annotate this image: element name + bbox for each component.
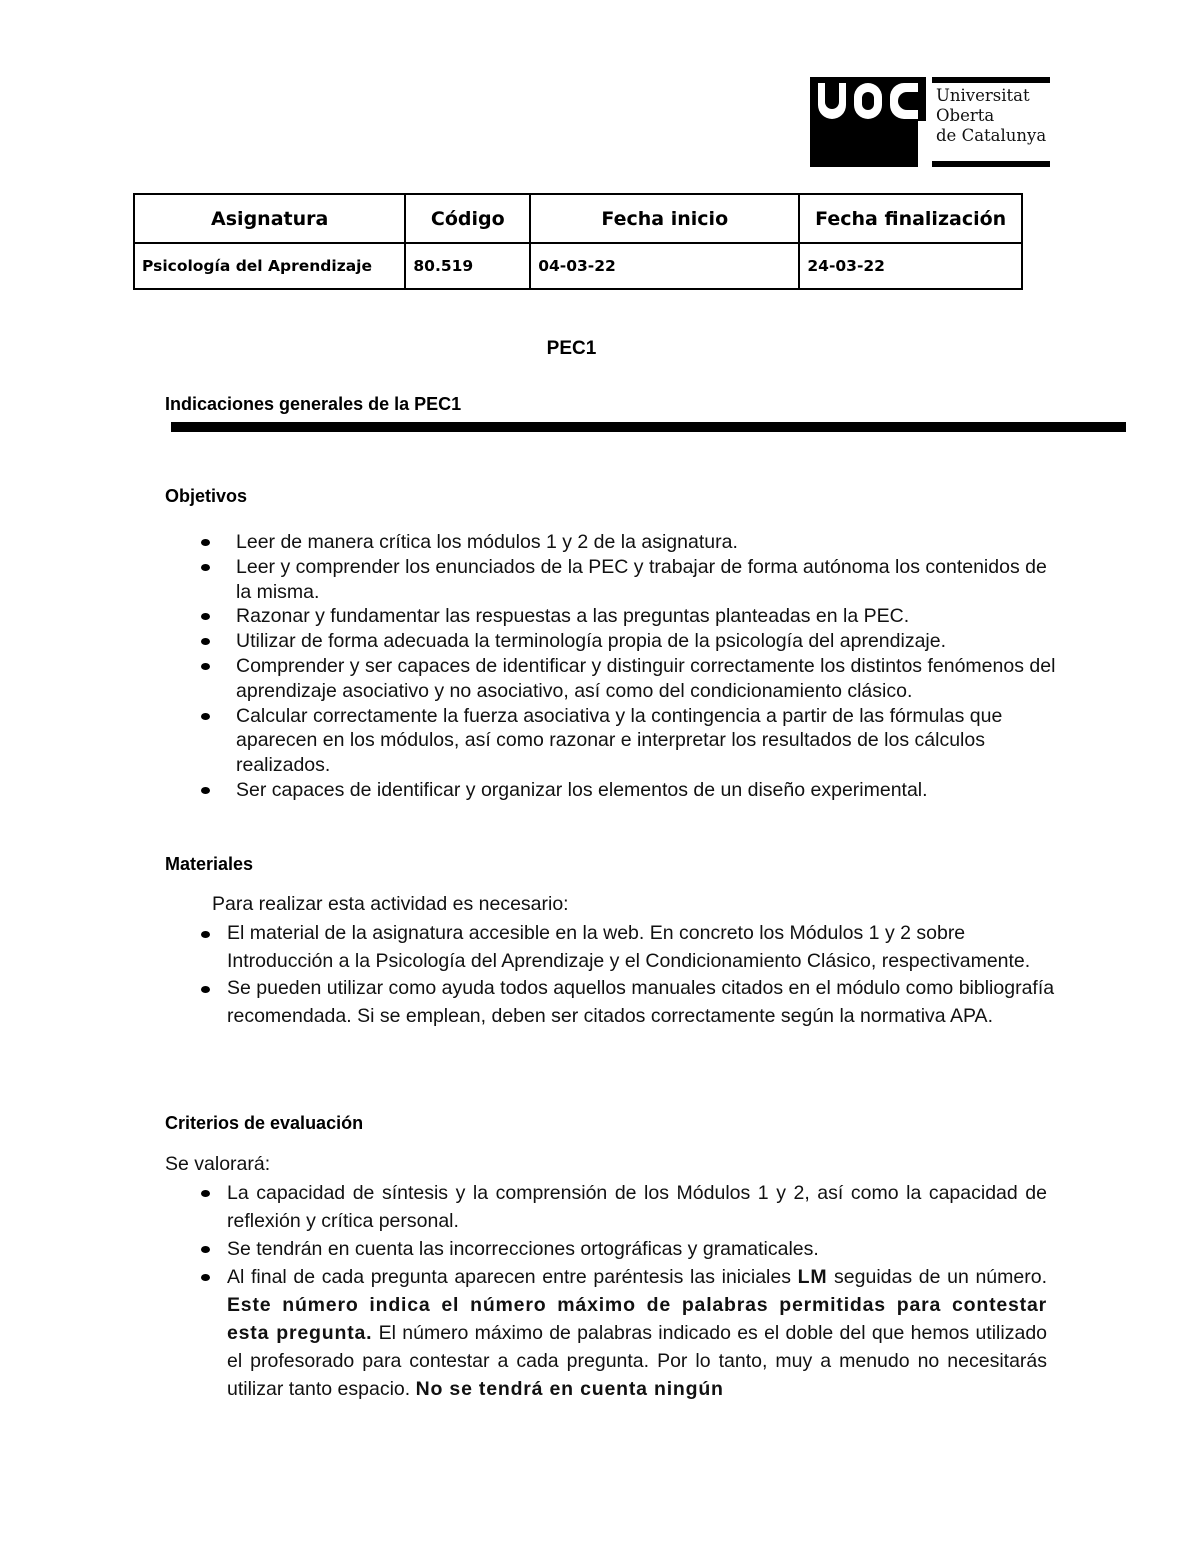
list-item: Se pueden utilizar como ayuda todos aquellos manuales citados en el módulo como bibliografía recomendada. Si se emplean, deben ser citados correctamente según la normativa APA. <box>227 975 1057 1030</box>
list-item: Calcular correctamente la fuerza asociativa y la contingencia a partir de las fórmulas que aparecen en los módulos, así como razonar e interpretar los resultados de los cálculos realizados. <box>236 704 1066 778</box>
criterio-bold-warning: No se tendrá en cuenta ningún <box>415 1378 724 1400</box>
table-row <box>134 243 1022 289</box>
criterio-text: seguidas de un número. <box>827 1266 1047 1288</box>
logo-wordmark <box>936 86 1046 146</box>
table-header-row <box>134 194 1022 243</box>
list-item: El material de la asignatura accesible en la web. En concreto los Módulos 1 y 2 sobre Introducción a la Psicología del Aprendizaje y el Condicionamiento Clásico, respectivamente. <box>227 920 1057 975</box>
materiales-intro: Para realizar esta actividad es necesario: <box>212 893 569 915</box>
objetivos-heading: Objetivos <box>165 486 248 506</box>
objetivos-list <box>236 530 1066 803</box>
list-item: La capacidad de síntesis y la comprensión de los Módulos 1 y 2, así como la capacidad de reflexión y crítica personal. <box>227 1179 1047 1235</box>
section-divider <box>171 422 1126 432</box>
uoc-logo <box>810 77 1050 167</box>
course-info-table <box>133 193 1023 290</box>
page-title: PEC1 <box>546 338 597 359</box>
indicaciones-heading: Indicaciones generales de la PEC1 <box>165 394 462 414</box>
criterio-text: Al final de cada pregunta aparecen entre paréntesis las iniciales <box>227 1266 798 1288</box>
list-item: Leer y comprender los enunciados de la PEC y trabajar de forma autónoma los contenidos de la misma. <box>236 555 1066 605</box>
criterios-list <box>227 1179 1047 1403</box>
cell-codigo: 80.519 <box>405 243 530 289</box>
logo-rule-top <box>932 77 1050 83</box>
list-item: Utilizar de forma adecuada la terminología propia de la psicología del aprendizaje. <box>236 629 1066 654</box>
list-item: Ser capaces de identificar y organizar los elementos de un diseño experimental. <box>236 778 1066 803</box>
logo-rule-bottom <box>932 161 1050 167</box>
header-codigo: Código <box>405 194 530 243</box>
materiales-heading: Materiales <box>165 854 254 874</box>
list-item: Razonar y fundamentar las respuestas a las preguntas planteadas en la PEC. <box>236 604 1066 629</box>
criterio-bold-lm: LM <box>797 1266 828 1288</box>
cell-fecha-inicio: 04-03-22 <box>530 243 799 289</box>
uoc-logo-mark <box>810 77 926 167</box>
criterios-intro: Se valorará: <box>165 1153 271 1175</box>
logo-line-1: Universitat <box>936 86 1030 105</box>
list-item: Se tendrán en cuenta las incorrecciones ortográficas y gramaticales. <box>227 1235 1047 1263</box>
list-item: Comprender y ser capaces de identificar y distinguir correctamente los distintos fenómenos del aprendizaje asociativo y no asociativo, así como del condicionamiento clásico. <box>236 654 1066 704</box>
materiales-list <box>227 920 1057 1030</box>
cell-fecha-finalizacion: 24-03-22 <box>799 243 1022 289</box>
logo-line-3: de Catalunya <box>936 126 1047 145</box>
criterio-text: El número máximo de palabras indicado es el doble del que hemos utilizado el profesorado para contestar a cada pregunta. Por lo tanto, muy a menudo no necesitarás utilizar tanto espacio. <box>227 1322 1048 1400</box>
header-fecha-inicio: Fecha inicio <box>530 194 799 243</box>
criterios-heading: Criterios de evaluación <box>165 1113 364 1133</box>
header-fecha-finalizacion: Fecha finalización <box>799 194 1022 243</box>
list-item <box>227 1263 1047 1403</box>
criterio-bold-limit: Este número indica el número máximo de palabras permitidas para contestar esta pregunta. <box>227 1294 1047 1344</box>
cell-asignatura: Psicología del Aprendizaje <box>134 243 405 289</box>
list-item: Leer de manera crítica los módulos 1 y 2 de la asignatura. <box>236 530 1066 555</box>
header-asignatura: Asignatura <box>134 194 405 243</box>
logo-line-2: Oberta <box>936 106 995 125</box>
